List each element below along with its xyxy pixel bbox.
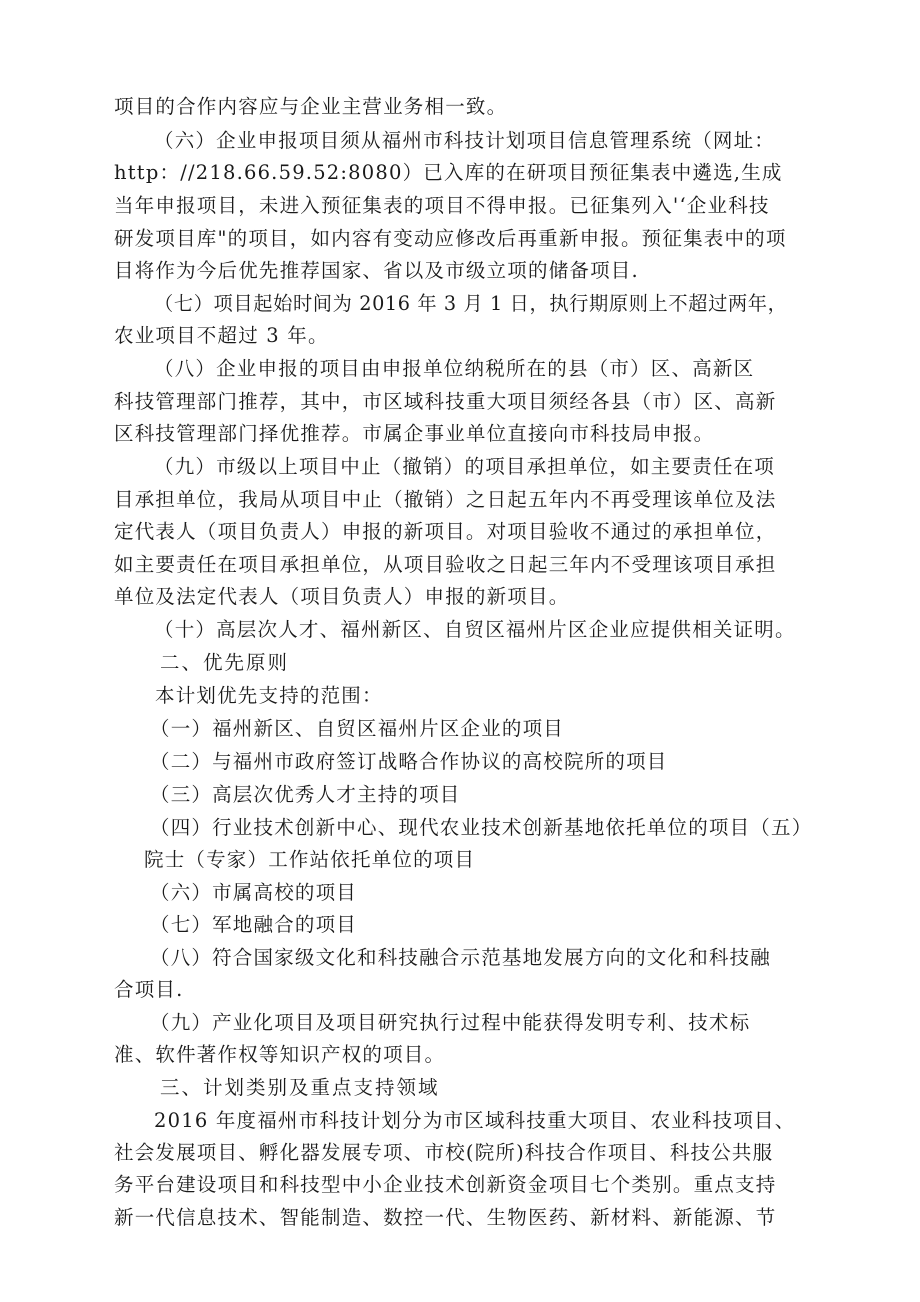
paragraph-line: 研发项目库"的项目，如内容有变动应修改后再重新申报。预征集表中的项 [114,227,787,250]
list-item: （八）符合国家级文化和科技融合示范基地发展方向的文化和科技融 [150,946,772,969]
paragraph-line: 单位及法定代表人（项目负责人）申报的新项目。 [114,585,570,608]
section-heading: 二、优先原则 [160,651,290,674]
paragraph-line: 务平台建设项目和科技型中小企业技术创新资金项目七个类别。重点支持 [114,1173,777,1196]
paragraph-line: （六）企业申报项目须从福州市科技计划项目信息管理系统（网址： [154,129,776,152]
paragraph-line: 目承担单位，我局从项目中止（撤销）之日起五年内不再受理该单位及法 [114,488,777,511]
list-item: （三）高层次优秀人才主持的项目 [150,783,461,806]
section-heading: 三、计划类别及重点支持领域 [160,1076,440,1099]
paragraph-line: 科技管理部门推荐，其中，市区域科技重大项目须经各县（市）区、高新 [114,390,777,413]
list-item: （九）产业化项目及项目研究执行过程中能获得发明专利、技术标 [150,1011,751,1034]
paragraph-line: 目将作为今后优先推荐国家、省以及市级立项的储备项目. [114,259,639,282]
paragraph-line: 项目的合作内容应与企业主营业务相一致。 [114,95,508,118]
paragraph-line: （七）项目起始时间为 2016 年 3 月 1 日，执行期原则上不超过两年， [154,292,788,315]
list-item: （七）军地融合的项目 [150,913,358,936]
paragraph-line: （十）高层次人才、福州新区、自贸区福州片区企业应提供相关证明。 [154,618,796,641]
paragraph-line: 如主要责任在项目承担单位，从项目验收之日起三年内不受理该项目承担 [114,553,777,576]
list-item: （二）与福州市政府签订战略合作协议的高校院所的项目 [150,750,668,773]
paragraph-line: 2016 年度福州市科技计划分为市区域科技重大项目、农业科技项目、 [154,1109,796,1132]
paragraph-line: 社会发展项目、孵化器发展专项、市校(院所)科技合作项目、科技公共服 [114,1141,774,1164]
paragraph-line: （九）市级以上项目中止（撤销）的项目承担单位，如主要责任在项 [154,455,776,478]
list-item: （六）市属高校的项目 [150,881,358,904]
list-item: 合项目. [114,978,184,1001]
list-item: （一）福州新区、自贸区福州片区企业的项目 [150,717,565,740]
list-item: 院士（专家）工作站依托单位的项目 [144,848,476,871]
list-item: （四）行业技术创新中心、现代农业技术创新基地依托单位的项目（五） [150,816,813,839]
list-item: 准、软件著作权等知识产权的项目。 [114,1043,446,1066]
paragraph-line: http：//218.66.59.52:8080）已入库的在研项目预征集表中遴选,生成 [114,161,783,184]
paragraph-line: （八）企业申报的项目由申报单位纳税所在的县（市）区、高新区 [154,357,755,380]
paragraph-line: 本计划优先支持的范围： [155,684,383,707]
paragraph-line: 当年申报项目，未进入预征集表的项目不得申报。已征集列入'‘企业科技 [114,194,770,217]
paragraph-line: 新一代信息技术、智能制造、数控一代、生物医药、新材料、新能源、节 [114,1206,777,1229]
paragraph-line: 区科技管理部门择优推荐。市属企事业单位直接向市科技局申报。 [114,422,715,445]
paragraph-line: 定代表人（项目负责人）申报的新项目。对项目验收不通过的承担单位， [114,520,777,543]
paragraph-line: 农业项目不超过 3 年。 [114,324,329,347]
